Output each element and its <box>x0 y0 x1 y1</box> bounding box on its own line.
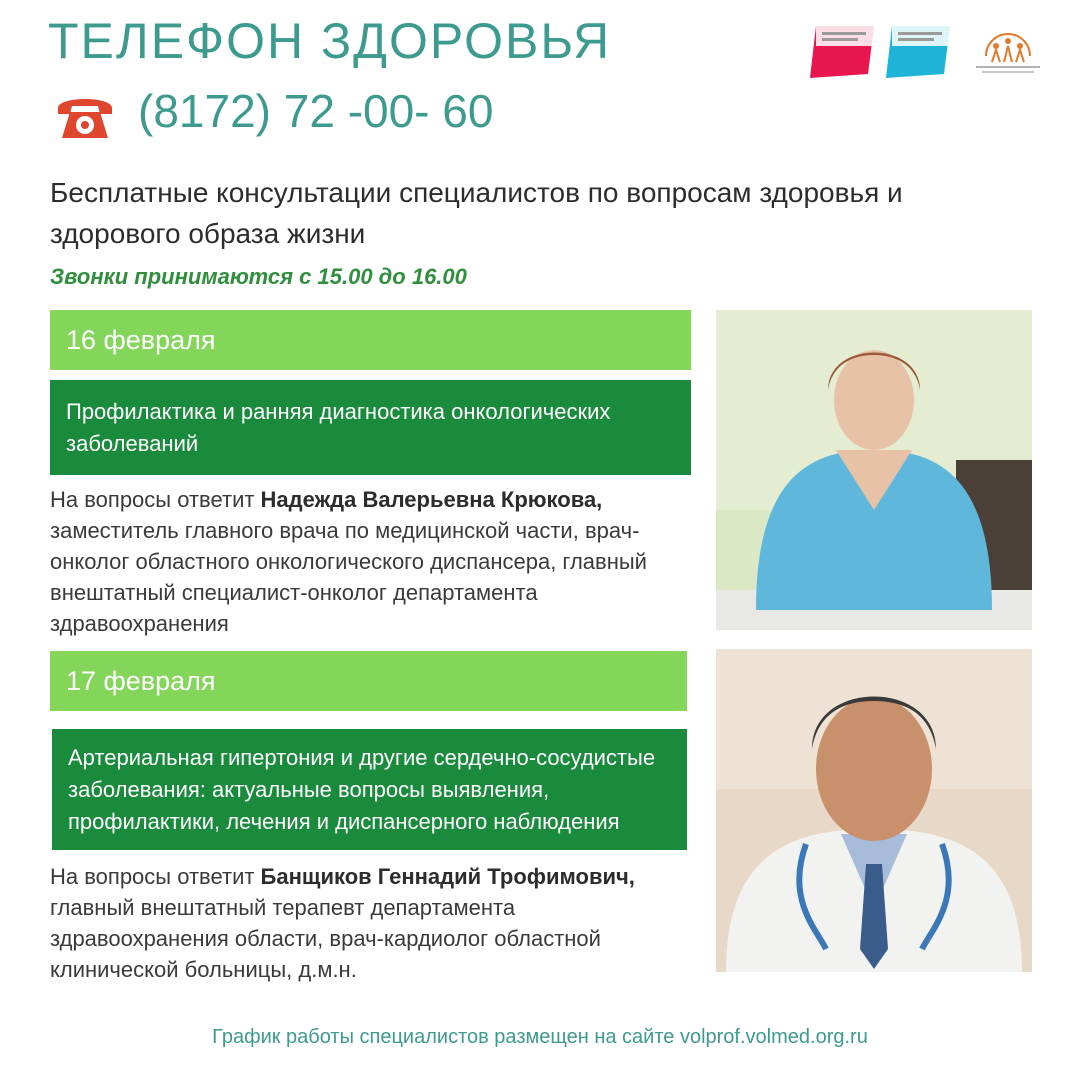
page-title: ТЕЛЕФОН ЗДОРОВЬЯ <box>48 13 612 69</box>
specialist-name-1: Надежда Валерьевна Крюкова, <box>260 487 603 512</box>
topic-label-2: Артериальная гипертония и другие сердечно-сосудистые заболевания: актуальные вопросы выявления, профилактики, лечения и диспансерного наблюдения <box>68 744 656 834</box>
answer-prefix-1: На вопросы ответит <box>50 487 261 512</box>
footer-schedule-note: График работы специалистов размещен на сайте volprof.volmed.org.ru <box>212 1026 868 1048</box>
phone-number[interactable]: (8172) 72 -00- 60 <box>138 85 494 137</box>
answer-prefix-2: На вопросы ответит <box>50 864 261 889</box>
topic-bar-2 <box>52 729 687 850</box>
date-bar-2 <box>50 651 687 711</box>
national-projects-logo-red <box>808 24 876 80</box>
date-label-2: 17 февраля <box>66 665 216 696</box>
specialist-details-2: главный внештатный терапевт департамента здравоохранения области, врач-кардиолог областной клинической больницы, д.м.н. <box>50 895 601 982</box>
date-bar-1 <box>50 310 691 370</box>
date-label-1: 16 февраля <box>66 324 216 355</box>
topic-label-1: Профилактика и ранняя диагностика онкологических заболеваний <box>66 398 611 456</box>
specialist-photo-2 <box>716 649 1032 972</box>
regional-center-logo <box>968 30 1048 78</box>
specialist-description-2 <box>50 861 680 985</box>
call-hours: Звонки принимаются с 15.00 до 16.00 <box>50 264 467 289</box>
consultation-subtitle: Бесплатные консультации специалистов по вопросам здоровья и здорового образа жизни <box>50 177 903 249</box>
specialist-name-2: Банщиков Геннадий Трофимович, <box>260 864 635 889</box>
specialist-photo-1 <box>716 310 1032 630</box>
topic-bar-1 <box>50 380 691 475</box>
specialist-description-1 <box>50 484 695 639</box>
national-projects-logo-blue <box>884 24 952 80</box>
telephone-icon <box>54 88 116 144</box>
specialist-details-1: заместитель главного врача по медицинской части, врач-онколог областного онкологического диспансера, главный внештатный специалист-онколог департамента здравоохранения <box>50 518 647 636</box>
